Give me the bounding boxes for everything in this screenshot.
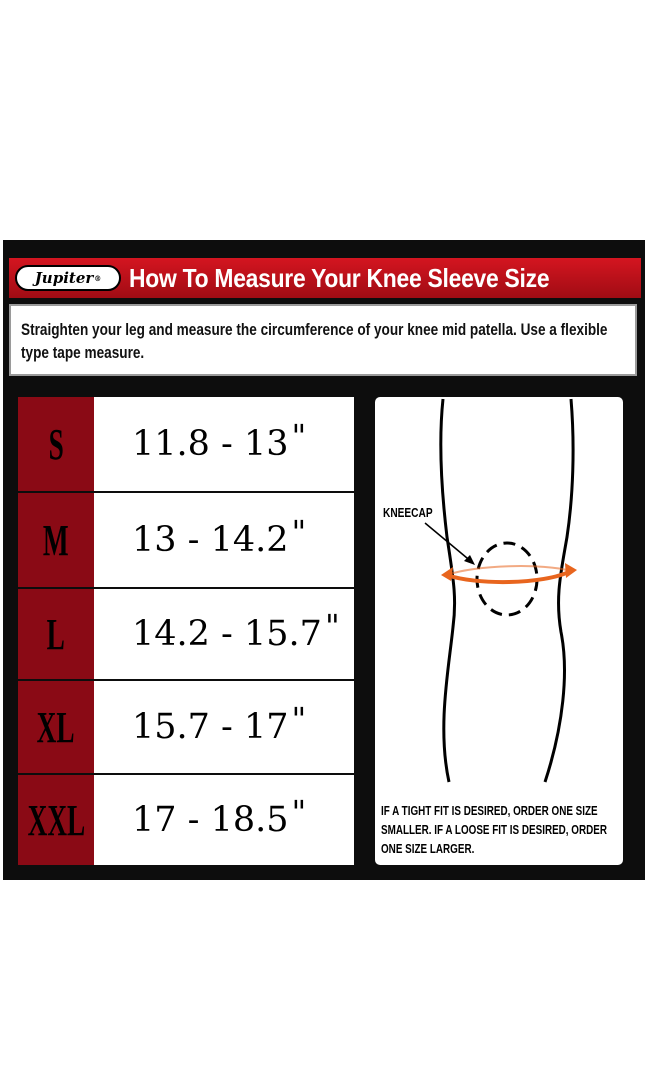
logo-text: Jupiter (34, 269, 94, 287)
knee-illustration (375, 397, 623, 865)
arrow-left-icon (441, 567, 453, 581)
size-range: 15.7 - 17 " (94, 681, 354, 773)
size-range: 14.2 - 15.7 " (94, 589, 354, 679)
instructions-text: Straighten your leg and measure the circumference of your knee mid patella. Use a flexible type tape measure. (21, 320, 608, 362)
size-row-m (18, 493, 354, 587)
tape-measure-band-back (447, 566, 571, 575)
size-label: L (18, 589, 94, 679)
size-label: M (18, 493, 94, 587)
instructions-box (9, 304, 637, 376)
arrow-right-icon (565, 563, 577, 578)
tape-measure-band (447, 571, 571, 582)
size-row-xxl (18, 775, 354, 865)
jupiter-logo: Jupiter ® (15, 265, 121, 291)
size-label: XL (18, 681, 94, 773)
title-banner (9, 258, 641, 298)
size-range: 17 - 18.5 " (94, 775, 354, 865)
fit-note: IF A TIGHT FIT IS DESIRED, ORDER ONE SIZE SMALLER. IF A LOOSE FIT IS DESIRED, ORDER ONE SIZE LARGER. (381, 803, 607, 856)
size-table (18, 397, 354, 865)
size-row-s (18, 397, 354, 491)
size-label: S (18, 397, 94, 491)
page-title: How To Measure Your Knee Sleeve Size (129, 263, 550, 293)
size-row-xl (18, 681, 354, 773)
size-label: XXL (18, 775, 94, 865)
knee-diagram-panel (375, 397, 623, 865)
size-range: 11.8 - 13 " (94, 397, 354, 491)
size-range: 13 - 14.2 " (94, 493, 354, 587)
leg-outline-left (441, 399, 455, 782)
size-guide-card (3, 240, 645, 880)
kneecap-outline (477, 543, 537, 615)
leg-outline-right (545, 399, 573, 782)
kneecap-label: KNEECAP (383, 505, 433, 520)
size-row-l (18, 589, 354, 679)
